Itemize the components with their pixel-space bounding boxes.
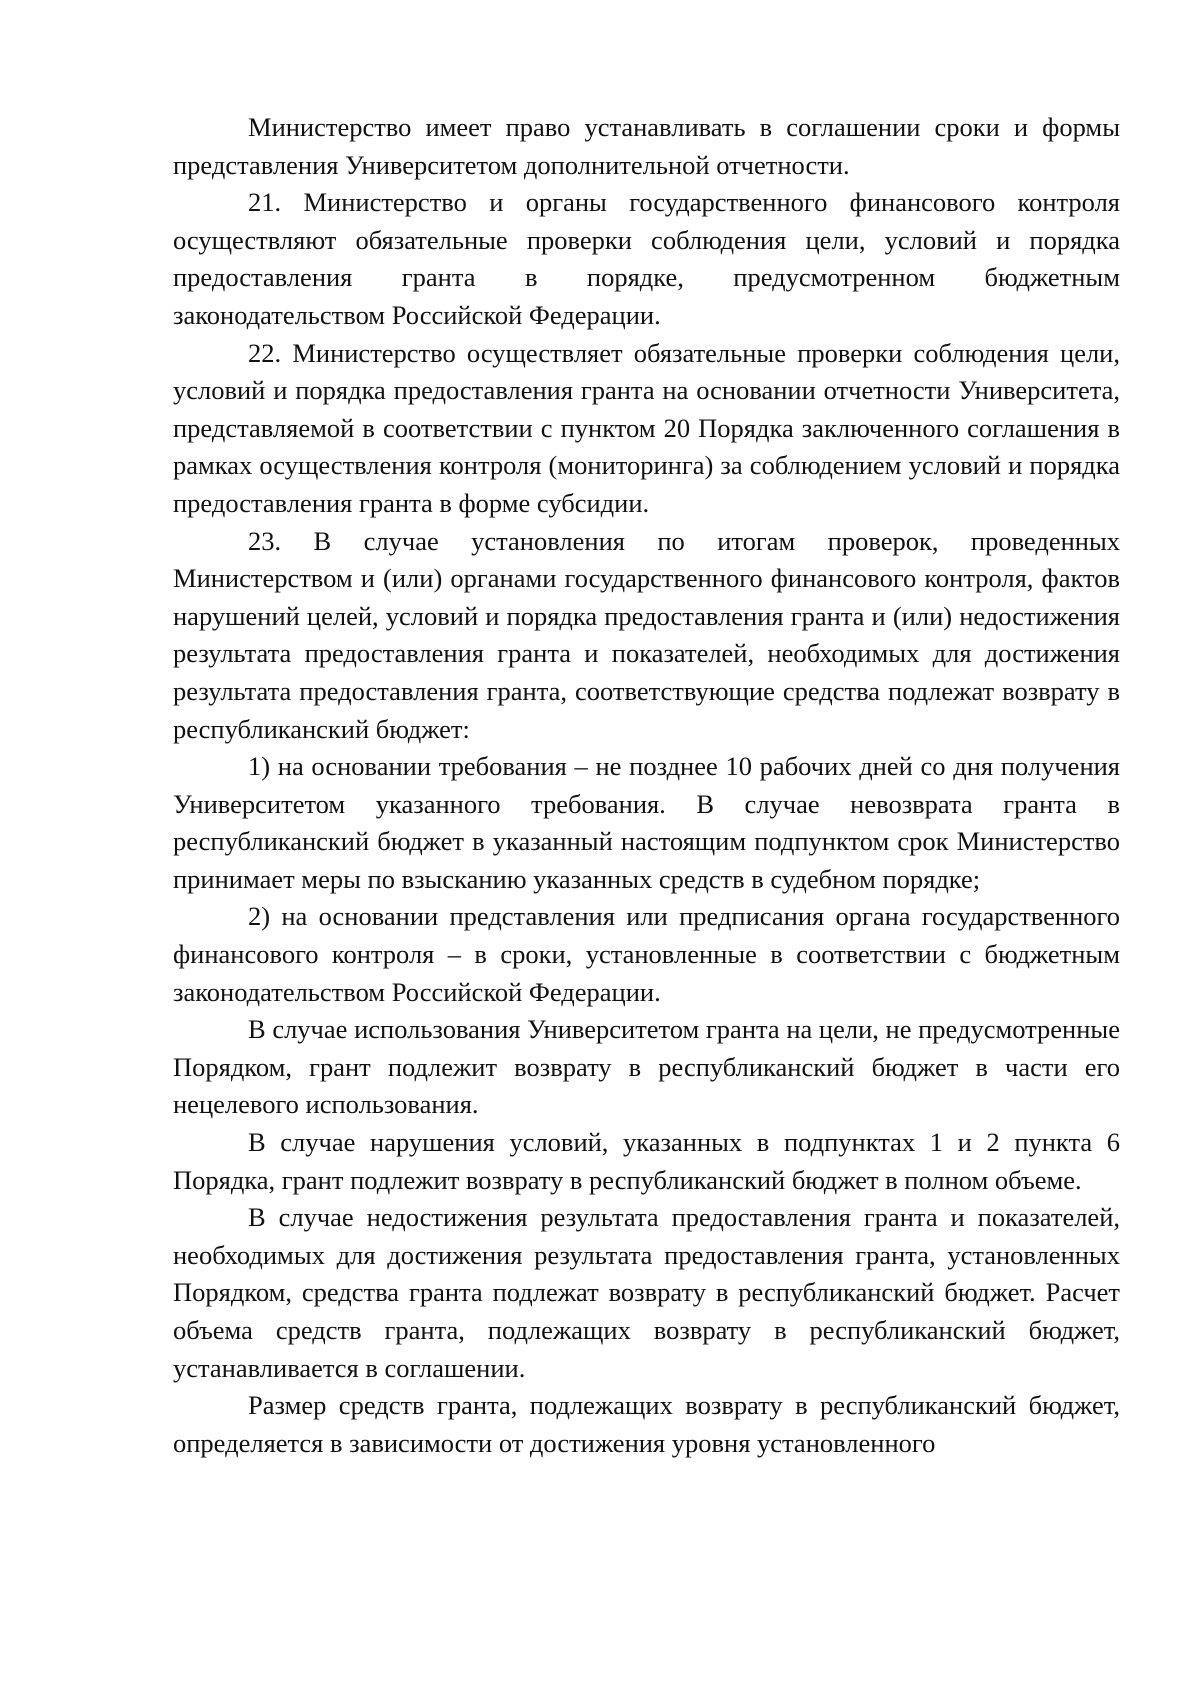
subparagraph-2: 2) на основании представления или предписания органа государственного финансового контроля – в сроки, установленные в соответствии с бюджетным законодательством Российской Федерации. <box>173 901 1120 1007</box>
paragraph-misuse: В случае использования Университетом гранта на цели, не предусмотренные Порядком, грант подлежит возврату в республиканский бюджет в части его нецелевого использования. <box>173 1014 1120 1120</box>
paragraph-non-achievement: В случае недостижения результата предоставления гранта и показателей, необходимых для достижения результата предоставления гранта, установленных Порядком, средства гранта подлежат возврату в республиканский бюджет. Расчет объема средств гранта, подлежащих возврату в республиканский бюджет, устанавливается в соглашении. <box>173 1202 1120 1383</box>
paragraph-refund-amount: Размер средств гранта, подлежащих возврату в республиканский бюджет, определяется в зависимости от достижения уровня установленного <box>173 1390 1120 1458</box>
paragraph-21: 21. Министерство и органы государственного финансового контроля осуществляют обязательные проверки соблюдения цели, условий и порядка предоставления гранта в порядке, предусмотренном бюджетным законодательством Российской Федерации. <box>173 187 1120 330</box>
paragraph-violation: В случае нарушения условий, указанных в подпунктах 1 и 2 пункта 6 Порядка, грант подлежит возврату в республиканский бюджет в полном объеме. <box>173 1127 1120 1195</box>
paragraph-reporting-terms: Министерство имеет право устанавливать в соглашении сроки и формы представления Университетом дополнительной отчетности. <box>173 112 1120 180</box>
subparagraph-1: 1) на основании требования – не позднее 10 рабочих дней со дня получения Университетом указанного требования. В случае невозврата гранта в республиканский бюджет в указанный настоящим подпунктом срок Министерство принимает меры по взысканию указанных средств в судебном порядке; <box>173 751 1120 894</box>
paragraph-22: 22. Министерство осуществляет обязательные проверки соблюдения цели, условий и порядка предоставления гранта на основании отчетности Университета, представляемой в соответствии с пунктом 20 Порядка заключенного соглашения в рамках осуществления контроля (мониторинга) за соблюдением условий и порядка предоставления гранта в форме субсидии. <box>173 337 1120 518</box>
document-page <box>173 109 1120 1462</box>
paragraph-23: 23. В случае установления по итогам проверок, проведенных Министерством и (или) органами государственного финансового контроля, фактов нарушений целей, условий и порядка предоставления гранта и (или) недостижения результата предоставления гранта и показателей, необходимых для достижения результата предоставления гранта, соответствующие средства подлежат возврату в республиканский бюджет: <box>173 525 1120 744</box>
